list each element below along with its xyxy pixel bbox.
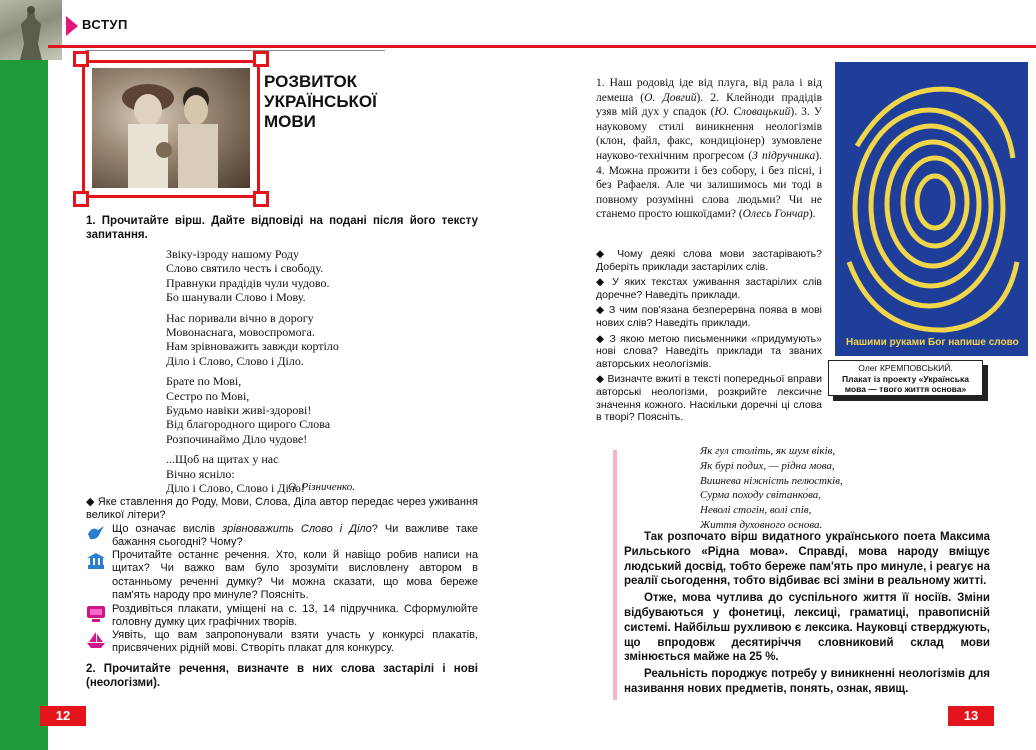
poster-author: Олег КРЕМПОВСЬКИЙ. bbox=[858, 363, 953, 373]
poem-line: Брате по Мові, bbox=[166, 374, 242, 389]
header-subrule bbox=[85, 50, 385, 51]
question-meaning-phrase: зрівноважить Слово і Діло bbox=[222, 523, 372, 535]
question-capital-letters: ◆ Яке ставлення до Роду, Мови, Слова, Діла автор передає через уживання великої літери? bbox=[86, 496, 478, 522]
monument-thumbnail bbox=[0, 0, 62, 60]
poem-line: Діло і Слово, Слово і Діло. bbox=[166, 353, 304, 368]
section-arrow-icon bbox=[66, 16, 78, 36]
poster-caption bbox=[828, 360, 983, 396]
poem-line: Слово святило честь і свободу. bbox=[166, 261, 324, 276]
question-posters: Роздивіться плакати, уміщені на с. 13, 14 підручника. Сформулюйте головну думку цих графічних творів. bbox=[112, 603, 478, 629]
sentence-end: ). bbox=[790, 106, 802, 119]
poem-line: Розпочинаймо Діло чудове! bbox=[166, 431, 308, 446]
fingerprint-poster bbox=[835, 62, 1028, 356]
question-meaning bbox=[112, 523, 478, 550]
poem-stanza bbox=[166, 374, 366, 446]
poem-line: Правнуки прадідів чули чудово. bbox=[166, 275, 330, 290]
sentence-source: О. Довгий bbox=[644, 91, 697, 104]
poem-line: Будьмо навіки живі-здорові! bbox=[166, 403, 312, 418]
sentence-end: ). bbox=[808, 208, 816, 221]
sentences-block bbox=[596, 76, 822, 222]
poem-line: Звіку-ізроду нашому Роду bbox=[166, 247, 299, 261]
dove-icon bbox=[86, 524, 106, 542]
question-item: ◆ З чим пов'язана безперервна поява в мові нових слів? Наведіть приклади. bbox=[596, 304, 822, 329]
poem-line: Вишнева ніжність пелюстків, bbox=[700, 474, 843, 487]
lesson-title bbox=[264, 72, 414, 132]
poem-line: ...Щоб на щитах у нас bbox=[166, 452, 279, 467]
page-number-left: 12 bbox=[40, 706, 86, 726]
essay-paragraph: Отже, мова чутлива до суспільного життя її носіїв. Зміни відбуваються у фонетиці, лексиці, граматиці, правописній системі. Найбільш рухливою є лексика. Науковці стверджують, що впродовж десятиріччя словниковий склад мови змінюється майже на 25 %. bbox=[624, 592, 990, 664]
sentence-text: 1. Наш родовід іде від плуга, від рала і від лемеша ( bbox=[596, 77, 822, 104]
question-item: ◆ Чому деякі слова мови застарівають? Доберіть приклади застарілих слів. bbox=[596, 248, 822, 273]
poem-author: О. Різниченко. bbox=[288, 481, 356, 493]
task-1-heading: 1. Прочитайте вірш. Дайте відповіді на подані після його тексту запитання. bbox=[86, 215, 478, 241]
poem-line: Життя духовного основа. bbox=[700, 518, 823, 531]
poem-line: Нам зрівноважить завжди кортіло bbox=[166, 339, 339, 354]
essay-text bbox=[624, 530, 990, 699]
page-number-right: 13 bbox=[948, 706, 994, 726]
poem-line: Нас поривали вічно в дорогу bbox=[166, 310, 314, 325]
question-contest: Уявіть, що вам запропонували взяти участь у конкурсі плакатів, присвячених рідній мові. Створіть плакат для конкурсу. bbox=[112, 629, 478, 655]
poster-description: Плакат із проекту «Українська мова — твого життя основа» bbox=[842, 373, 969, 394]
quote-bar bbox=[613, 450, 617, 700]
poem-stanza bbox=[166, 311, 366, 369]
question-item: ◆ У яких текстах уживання застарілих слів доречне? Наведіть приклади. bbox=[596, 276, 822, 301]
poem-line: Неволі стогін, волі спів, bbox=[700, 504, 812, 517]
lesson-title-line: РОЗВИТОК bbox=[264, 72, 358, 91]
essay-paragraph: Реальність породжує потребу у виникненні неологізмів для називання нових предметів, понять, ознак, явищ. bbox=[624, 668, 990, 695]
section-label: ВСТУП bbox=[82, 17, 128, 32]
sentence-text: 3. У науковому стилі виникнення неологізмів (клон, файл, факс, кондиціонер) зумовлене науково-технічним прогресом ( bbox=[596, 106, 822, 162]
sentence-end: ). bbox=[815, 149, 822, 162]
poem bbox=[166, 247, 366, 502]
poster-slogan: Нашими руками Бог напише слово bbox=[846, 337, 1019, 348]
question-item: ◆ З якою метою письменники «придумують» нові слова? Наведіть приклади та званих авторських неологізмів. bbox=[596, 332, 822, 370]
lesson-title-line: УКРАЇНСЬКОЇ bbox=[264, 92, 377, 111]
poem-line: Бо шанували Слово і Мову. bbox=[166, 290, 306, 305]
poem-line: Мовонаснага, мовоспромога. bbox=[166, 325, 315, 340]
poem-line: Як бурі подих, — рідна мова, bbox=[700, 459, 835, 472]
left-margin-bar bbox=[0, 0, 48, 750]
poem-line: Діло і Слово, Слово і Діло! bbox=[166, 481, 305, 496]
sentence-source: Олесь Гончар bbox=[742, 208, 809, 221]
essay-paragraph: Так розпочато вірш видатного українського поета Максима Рильського «Рідна мова». Справді, мова народу вміщує людський досвід, тобто береже пам'ять про минуле, і реагує на реалії сьогодення, тобто відбиває всі зміни в реальному житті. bbox=[624, 531, 990, 588]
ship-icon bbox=[86, 631, 106, 649]
lesson-title-line: МОВИ bbox=[264, 112, 316, 131]
poem-stanza bbox=[166, 247, 366, 305]
poem-line: Сурма походу світанко́ва, bbox=[700, 489, 822, 502]
sentence-source: З підручника bbox=[752, 149, 816, 162]
monument-icon bbox=[86, 552, 106, 570]
poem-line: Як гул століть, як шум віків, bbox=[700, 445, 836, 457]
questions-list bbox=[596, 248, 822, 427]
rylsky-poem bbox=[700, 444, 843, 533]
sentence-text: 2. Клейноди прадідів узяв мій дух у спадок ( bbox=[596, 91, 822, 119]
task-2-heading: 2. Прочитайте речення, визначте в них слова застарілі і нові (неологізми). bbox=[86, 663, 478, 689]
sentence-source: Ю. Словацький bbox=[714, 106, 791, 119]
header-rule bbox=[48, 45, 1036, 48]
poem-line: Від благородного щирого Слова bbox=[166, 417, 331, 432]
poem-line: Сестро по Мові, bbox=[166, 388, 250, 403]
wedding-photo bbox=[92, 68, 250, 188]
monitor-icon bbox=[86, 605, 106, 623]
sentence-end: ). bbox=[696, 91, 711, 104]
poem-line: Вічно ясніло: bbox=[166, 466, 235, 481]
question-meaning-text: ? Чи важливе таке бажання сьогодні? Чому? bbox=[112, 523, 478, 549]
question-item: ◆ Визначте вжиті в тексті попередньої вправи авторські неологізми, розкрийте лексичне значення кожного. Наскільки доречні ці слова в творі? Поясніть. bbox=[596, 373, 822, 424]
sentence-text: 4. Можна прожити і без собору, і без пісні, і без Рафаеля. Але чи залишимось ми тоді в повному розумінні слова людьми? Чи не станемо просто юшкоїдами? ( bbox=[596, 164, 822, 221]
question-last-sentence: Прочитайте останнє речення. Хто, коли й навіщо робив написи на щитах? Чи важко вам було зрозуміти висловлену автором в останньому реченні думку? Чи можна сказати, що мова береже пам'ять народу про минуле? Поясніть. bbox=[112, 549, 478, 602]
question-meaning-text: Що означає вислів bbox=[112, 523, 223, 535]
